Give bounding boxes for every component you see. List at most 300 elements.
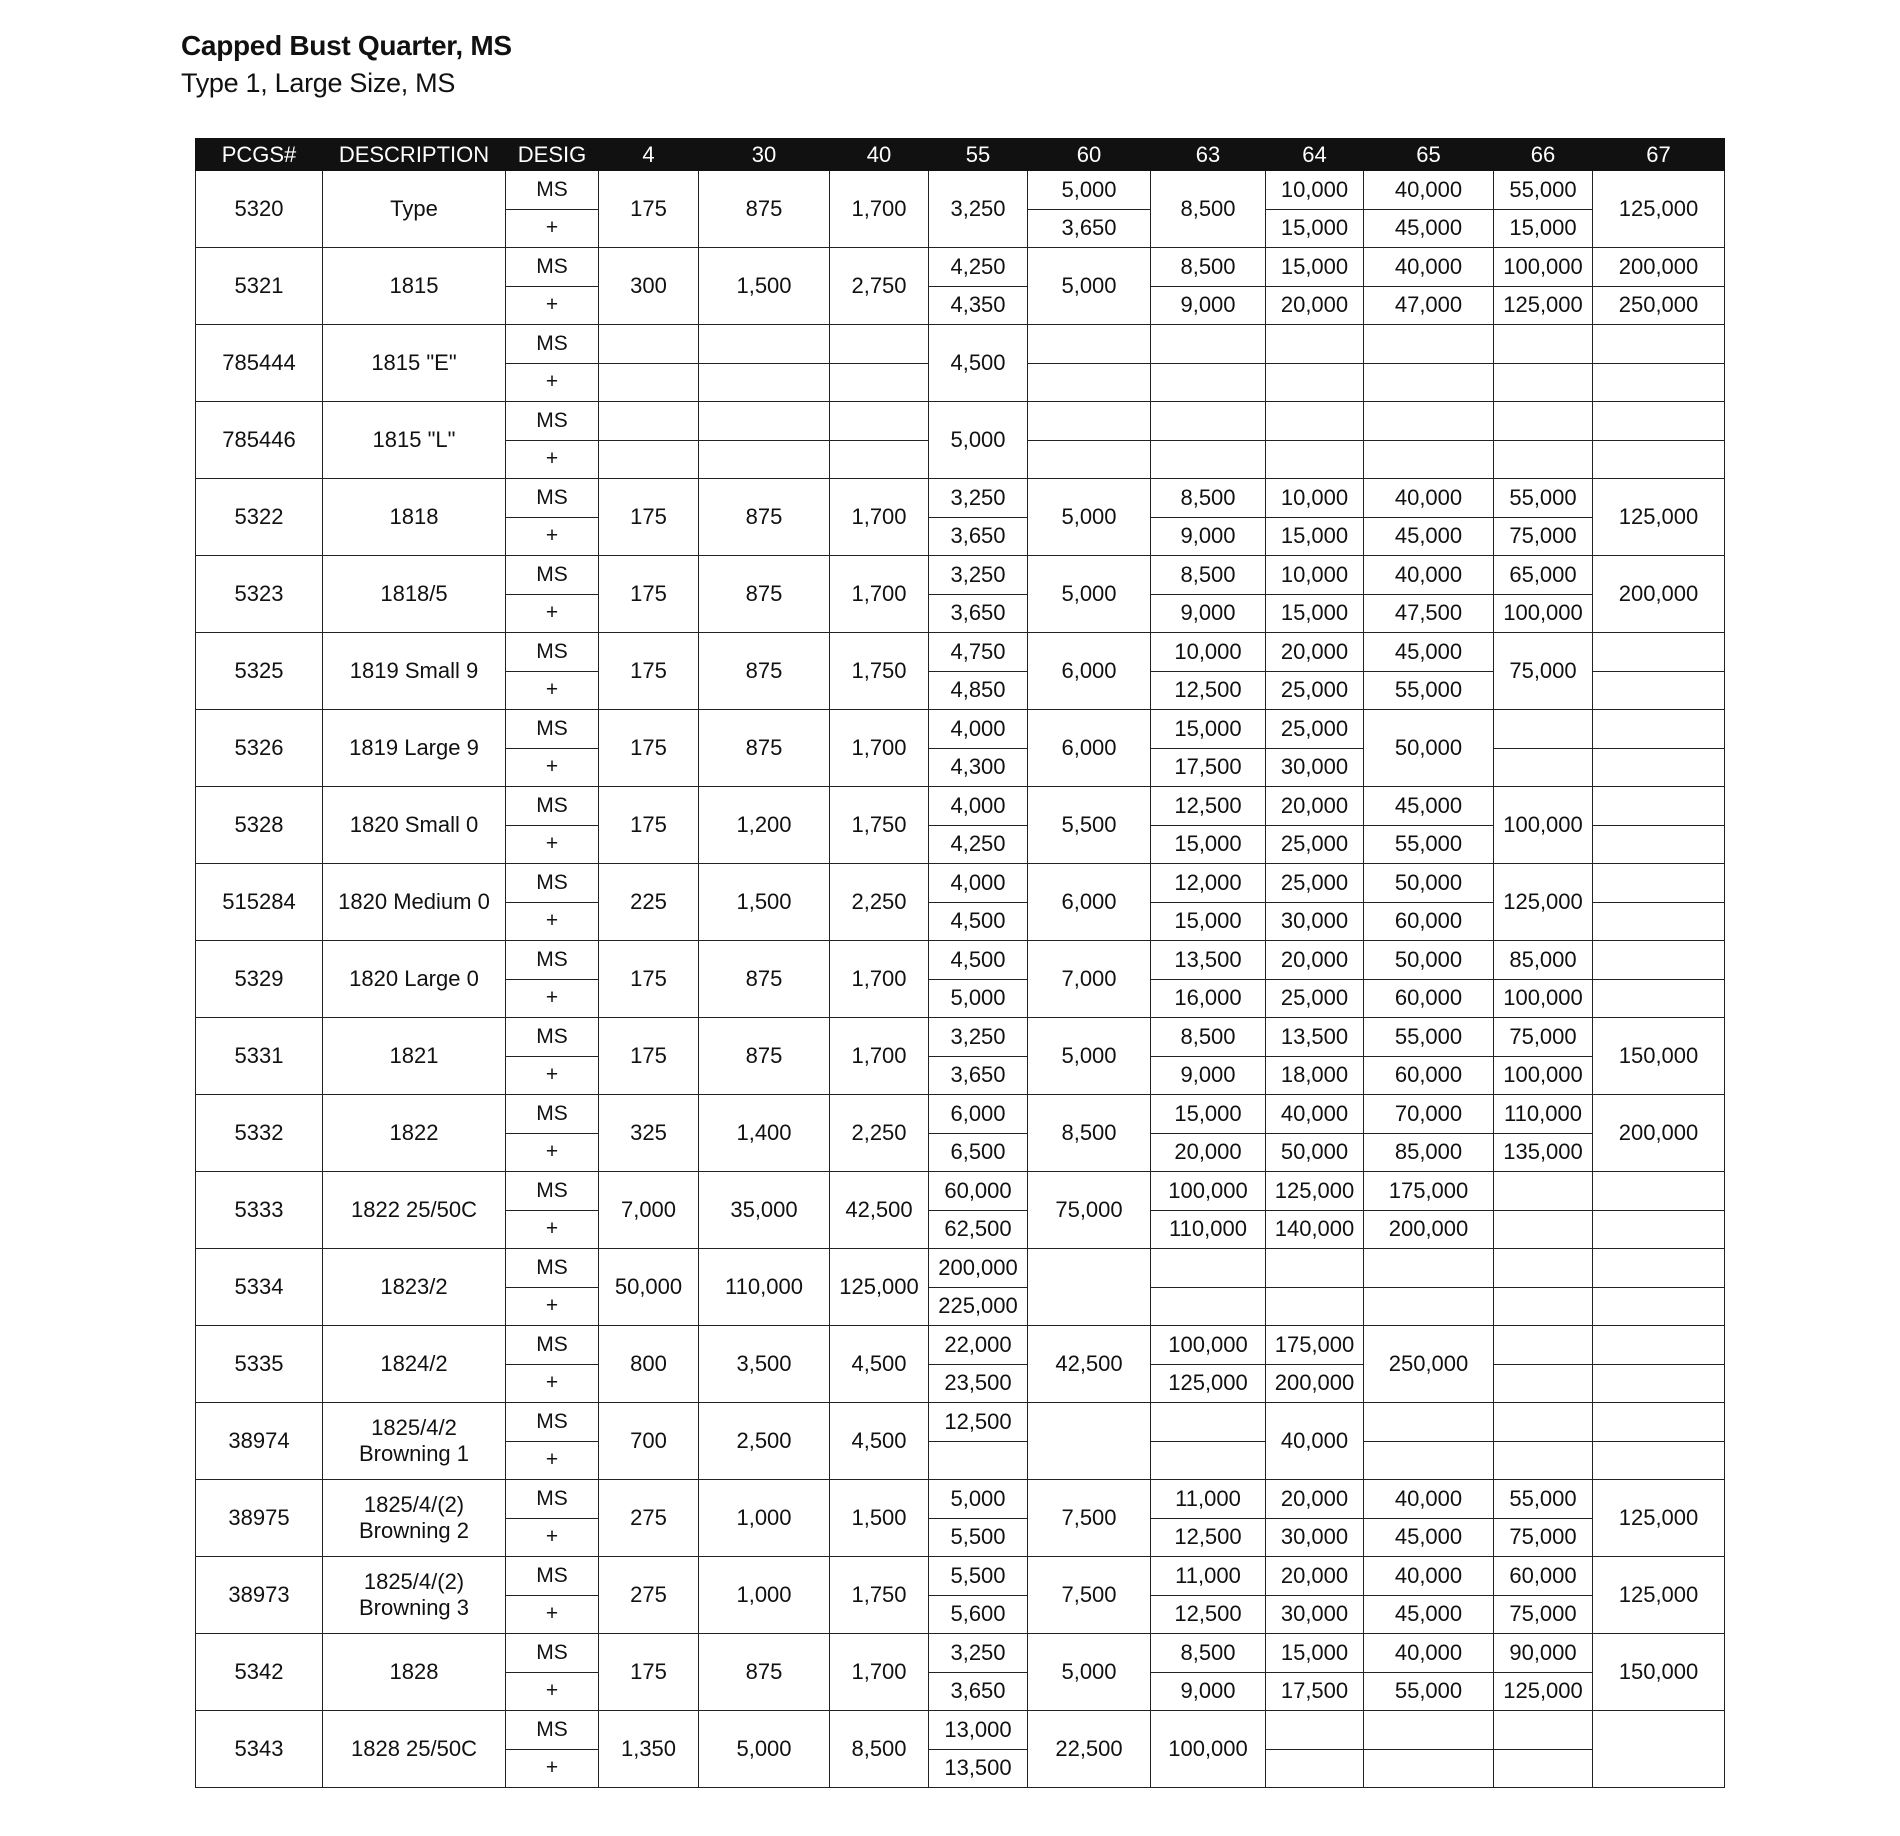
price-cell-ms: 3,250 — [929, 479, 1028, 518]
price-cell-ms — [699, 402, 830, 441]
price-cell-ms — [1494, 1249, 1593, 1288]
price-cell-plus — [1028, 363, 1151, 402]
price-cell-plus: 15,000 — [1151, 825, 1266, 864]
price-table — [195, 138, 1725, 1788]
price-cell: 1,500 — [699, 864, 830, 941]
price-cell-plus: 50,000 — [1266, 1133, 1364, 1172]
price-cell: 700 — [599, 1403, 699, 1480]
header-cell: 60 — [1028, 139, 1151, 171]
desig-ms-cell: MS — [506, 864, 599, 903]
price-cell-ms: 175,000 — [1364, 1172, 1494, 1211]
pcgs-number-cell: 5326 — [196, 710, 323, 787]
price-cell: 875 — [699, 710, 830, 787]
price-cell-plus: 110,000 — [1151, 1210, 1266, 1249]
description-cell: 1822 — [323, 1095, 506, 1172]
price-cell: 40,000 — [1266, 1403, 1364, 1480]
price-cell-plus — [1266, 363, 1364, 402]
desig-plus-cell: + — [506, 1056, 599, 1095]
price-cell-ms: 10,000 — [1266, 479, 1364, 518]
description-cell: 1822 25/50C — [323, 1172, 506, 1249]
price-cell-plus — [1494, 363, 1593, 402]
header-cell: 63 — [1151, 139, 1266, 171]
price-cell-plus: 75,000 — [1494, 1595, 1593, 1634]
pcgs-number-cell: 5335 — [196, 1326, 323, 1403]
description-cell: 1825/4/2 Browning 1 — [323, 1403, 506, 1480]
price-cell-plus: 12,500 — [1151, 1595, 1266, 1634]
desig-plus-cell: + — [506, 902, 599, 941]
price-cell-ms — [1593, 1403, 1725, 1442]
table-row-ms — [196, 1249, 1725, 1288]
price-cell-plus: 225,000 — [929, 1287, 1028, 1326]
price-cell-ms: 8,500 — [1151, 1018, 1266, 1057]
price-cell-ms — [1028, 325, 1151, 364]
price-cell-plus: 60,000 — [1364, 1056, 1494, 1095]
description-cell: 1820 Large 0 — [323, 941, 506, 1018]
price-cell: 800 — [599, 1326, 699, 1403]
desig-ms-cell: MS — [506, 1403, 599, 1442]
price-cell: 7,500 — [1028, 1480, 1151, 1557]
price-cell-plus — [1593, 671, 1725, 710]
price-cell-plus: 4,850 — [929, 671, 1028, 710]
header-cell: DESIG — [506, 139, 599, 171]
description-cell: 1819 Large 9 — [323, 710, 506, 787]
price-cell-plus: 12,500 — [1151, 1518, 1266, 1557]
table-row-ms — [196, 941, 1725, 980]
price-cell: 125,000 — [1593, 479, 1725, 556]
price-cell-ms — [1593, 864, 1725, 903]
price-cell-plus: 4,500 — [929, 902, 1028, 941]
price-cell-plus: 6,500 — [929, 1133, 1028, 1172]
description-cell: 1815 — [323, 248, 506, 325]
price-cell-plus — [1364, 440, 1494, 479]
table-row-ms — [196, 1634, 1725, 1673]
price-cell: 1,750 — [830, 1557, 929, 1634]
price-cell-ms: 60,000 — [1494, 1557, 1593, 1596]
price-cell: 8,500 — [830, 1711, 929, 1788]
price-cell-plus: 85,000 — [1364, 1133, 1494, 1172]
price-cell-ms: 4,000 — [929, 864, 1028, 903]
price-cell-plus: 200,000 — [1266, 1364, 1364, 1403]
price-cell-ms: 12,500 — [1151, 787, 1266, 826]
price-cell-ms: 8,500 — [1151, 1634, 1266, 1673]
price-cell-ms: 20,000 — [1266, 941, 1364, 980]
price-cell: 4,500 — [830, 1403, 929, 1480]
price-cell: 325 — [599, 1095, 699, 1172]
price-cell-plus: 135,000 — [1494, 1133, 1593, 1172]
price-cell-ms: 13,500 — [1151, 941, 1266, 980]
price-cell: 1,700 — [830, 710, 929, 787]
price-cell-ms: 10,000 — [1266, 556, 1364, 595]
price-cell: 22,500 — [1028, 1711, 1151, 1788]
table-row-ms — [196, 1095, 1725, 1134]
price-cell-ms — [1364, 325, 1494, 364]
price-cell: 1,350 — [599, 1711, 699, 1788]
price-cell-ms — [1593, 1249, 1725, 1288]
price-cell-ms: 45,000 — [1364, 787, 1494, 826]
price-cell-ms: 4,000 — [929, 710, 1028, 749]
price-cell-ms — [1364, 1403, 1494, 1442]
description-cell: 1821 — [323, 1018, 506, 1095]
price-cell-ms — [830, 325, 929, 364]
pcgs-number-cell: 785444 — [196, 325, 323, 402]
price-cell-ms: 4,500 — [929, 941, 1028, 980]
desig-ms-cell: MS — [506, 325, 599, 364]
price-cell-ms — [1593, 325, 1725, 364]
price-cell: 5,000 — [1028, 1018, 1151, 1095]
price-cell-plus — [1266, 440, 1364, 479]
desig-plus-cell: + — [506, 825, 599, 864]
price-cell: 875 — [699, 556, 830, 633]
price-cell-ms: 55,000 — [1494, 1480, 1593, 1519]
desig-ms-cell: MS — [506, 1480, 599, 1519]
price-cell-plus: 75,000 — [1494, 517, 1593, 556]
desig-ms-cell: MS — [506, 556, 599, 595]
price-cell-plus: 125,000 — [1151, 1364, 1266, 1403]
table-row-ms — [196, 556, 1725, 595]
desig-plus-cell: + — [506, 440, 599, 479]
desig-ms-cell: MS — [506, 633, 599, 672]
price-cell: 175 — [599, 1634, 699, 1711]
price-cell-ms: 75,000 — [1494, 1018, 1593, 1057]
price-cell-ms: 11,000 — [1151, 1557, 1266, 1596]
price-cell-ms: 100,000 — [1151, 1326, 1266, 1365]
price-cell: 7,000 — [1028, 941, 1151, 1018]
price-cell: 150,000 — [1593, 1634, 1725, 1711]
price-cell-plus: 17,500 — [1151, 748, 1266, 787]
desig-ms-cell: MS — [506, 1634, 599, 1673]
price-cell-plus — [1593, 1441, 1725, 1480]
price-cell-plus: 13,500 — [929, 1749, 1028, 1788]
price-cell-plus — [1151, 363, 1266, 402]
price-cell-ms: 20,000 — [1266, 1557, 1364, 1596]
table-row-ms — [196, 248, 1725, 287]
price-cell-ms: 40,000 — [1364, 1480, 1494, 1519]
price-cell-ms — [1593, 787, 1725, 826]
table-row-ms — [196, 1403, 1725, 1442]
price-cell-ms: 40,000 — [1364, 1634, 1494, 1673]
header-cell: 65 — [1364, 139, 1494, 171]
price-cell-plus — [699, 440, 830, 479]
price-cell-plus — [599, 363, 699, 402]
price-cell-plus: 55,000 — [1364, 671, 1494, 710]
pcgs-number-cell: 38973 — [196, 1557, 323, 1634]
price-cell-ms: 40,000 — [1364, 556, 1494, 595]
desig-ms-cell: MS — [506, 1711, 599, 1750]
price-cell-plus: 12,500 — [1151, 671, 1266, 710]
price-cell-plus: 23,500 — [929, 1364, 1028, 1403]
price-cell-ms: 8,500 — [1151, 556, 1266, 595]
price-cell — [1028, 1249, 1151, 1326]
desig-ms-cell: MS — [506, 479, 599, 518]
price-cell-ms: 12,500 — [929, 1403, 1028, 1442]
price-cell: 2,250 — [830, 1095, 929, 1172]
price-cell-ms: 4,750 — [929, 633, 1028, 672]
price-cell-ms: 100,000 — [1151, 1172, 1266, 1211]
price-cell: 2,250 — [830, 864, 929, 941]
price-cell-ms: 4,250 — [929, 248, 1028, 287]
pcgs-number-cell: 5321 — [196, 248, 323, 325]
price-cell-ms — [830, 402, 929, 441]
desig-plus-cell: + — [506, 363, 599, 402]
header-cell: 30 — [699, 139, 830, 171]
price-cell-ms — [1266, 1249, 1364, 1288]
pcgs-number-cell: 5333 — [196, 1172, 323, 1249]
price-cell-plus: 5,500 — [929, 1518, 1028, 1557]
price-cell-ms — [1593, 941, 1725, 980]
description-cell: 1815 "L" — [323, 402, 506, 479]
price-cell-ms: 15,000 — [1151, 710, 1266, 749]
price-cell-plus — [1364, 1287, 1494, 1326]
price-cell-plus: 125,000 — [1494, 286, 1593, 325]
price-cell-plus: 3,650 — [1028, 209, 1151, 248]
description-cell: 1828 — [323, 1634, 506, 1711]
price-cell-ms — [1593, 1172, 1725, 1211]
price-cell-ms: 50,000 — [1364, 941, 1494, 980]
price-cell — [1593, 1711, 1725, 1788]
price-cell-ms — [1151, 402, 1266, 441]
price-cell: 5,000 — [699, 1711, 830, 1788]
price-cell-plus: 55,000 — [1364, 825, 1494, 864]
price-cell-ms — [1593, 633, 1725, 672]
price-cell: 75,000 — [1028, 1172, 1151, 1249]
price-cell: 175 — [599, 787, 699, 864]
table-row-ms — [196, 171, 1725, 210]
price-cell-plus: 25,000 — [1266, 979, 1364, 1018]
price-cell-plus — [1151, 440, 1266, 479]
price-cell-plus — [1266, 1287, 1364, 1326]
pcgs-number-cell: 5331 — [196, 1018, 323, 1095]
price-cell-plus: 200,000 — [1364, 1210, 1494, 1249]
price-cell-plus — [1593, 902, 1725, 941]
price-cell: 875 — [699, 1018, 830, 1095]
price-cell: 7,500 — [1028, 1557, 1151, 1634]
price-cell: 100,000 — [1151, 1711, 1266, 1788]
price-cell-ms — [1494, 710, 1593, 749]
desig-plus-cell: + — [506, 748, 599, 787]
desig-plus-cell: + — [506, 594, 599, 633]
price-cell-ms: 5,000 — [929, 1480, 1028, 1519]
price-cell-ms — [1151, 1249, 1266, 1288]
price-cell-plus — [1593, 979, 1725, 1018]
price-cell-ms: 15,000 — [1151, 1095, 1266, 1134]
table-row-ms — [196, 710, 1725, 749]
price-cell-ms: 40,000 — [1364, 479, 1494, 518]
price-cell-plus: 75,000 — [1494, 1518, 1593, 1557]
price-cell-ms: 70,000 — [1364, 1095, 1494, 1134]
pcgs-number-cell: 785446 — [196, 402, 323, 479]
pcgs-number-cell: 5342 — [196, 1634, 323, 1711]
price-cell: 75,000 — [1494, 633, 1593, 710]
price-cell-plus: 20,000 — [1266, 286, 1364, 325]
price-cell: 6,000 — [1028, 633, 1151, 710]
price-cell-plus — [1494, 748, 1593, 787]
price-cell-plus: 25,000 — [1266, 825, 1364, 864]
description-cell: 1818/5 — [323, 556, 506, 633]
pcgs-number-cell: 5323 — [196, 556, 323, 633]
desig-plus-cell: + — [506, 1210, 599, 1249]
desig-plus-cell: + — [506, 671, 599, 710]
price-cell-ms: 45,000 — [1364, 633, 1494, 672]
price-cell-plus: 125,000 — [1494, 1672, 1593, 1711]
desig-plus-cell: + — [506, 979, 599, 1018]
price-cell: 100,000 — [1494, 787, 1593, 864]
price-cell-plus: 15,000 — [1266, 209, 1364, 248]
table-row-ms — [196, 479, 1725, 518]
price-cell-plus: 140,000 — [1266, 1210, 1364, 1249]
price-cell-plus: 18,000 — [1266, 1056, 1364, 1095]
price-cell-ms: 5,000 — [1028, 171, 1151, 210]
price-cell-ms: 8,500 — [1151, 248, 1266, 287]
table-row-ms — [196, 325, 1725, 364]
price-cell: 6,000 — [1028, 864, 1151, 941]
pcgs-number-cell: 38974 — [196, 1403, 323, 1480]
price-cell-plus: 30,000 — [1266, 1518, 1364, 1557]
price-cell-ms: 100,000 — [1494, 248, 1593, 287]
price-cell-plus — [1593, 748, 1725, 787]
price-cell: 5,000 — [1028, 556, 1151, 633]
price-cell: 1,700 — [830, 479, 929, 556]
price-cell: 175 — [599, 710, 699, 787]
pcgs-number-cell: 5322 — [196, 479, 323, 556]
price-cell-plus — [1593, 1364, 1725, 1403]
table-row-ms — [196, 787, 1725, 826]
price-cell-plus — [1494, 1210, 1593, 1249]
price-cell: 8,500 — [1028, 1095, 1151, 1172]
price-cell: 875 — [699, 1634, 830, 1711]
price-cell-plus: 47,000 — [1364, 286, 1494, 325]
price-cell-plus: 100,000 — [1494, 594, 1593, 633]
desig-ms-cell: MS — [506, 1172, 599, 1211]
desig-plus-cell: + — [506, 1364, 599, 1403]
desig-plus-cell: + — [506, 1595, 599, 1634]
price-cell: 1,000 — [699, 1557, 830, 1634]
price-cell-plus: 5,000 — [929, 979, 1028, 1018]
table-row-ms — [196, 1557, 1725, 1596]
table-row-ms — [196, 1018, 1725, 1057]
table-row-ms — [196, 1480, 1725, 1519]
price-cell-ms — [1494, 1326, 1593, 1365]
price-cell-ms — [1593, 710, 1725, 749]
pcgs-number-cell: 5334 — [196, 1249, 323, 1326]
price-cell-plus: 25,000 — [1266, 671, 1364, 710]
price-cell: 200,000 — [1593, 556, 1725, 633]
price-cell-ms: 11,000 — [1151, 1480, 1266, 1519]
price-cell: 175 — [599, 633, 699, 710]
price-cell-ms — [1494, 1403, 1593, 1442]
price-cell: 42,500 — [1028, 1326, 1151, 1403]
desig-ms-cell: MS — [506, 1249, 599, 1288]
price-cell-plus: 100,000 — [1494, 979, 1593, 1018]
header-cell: 67 — [1593, 139, 1725, 171]
price-cell: 8,500 — [1151, 171, 1266, 248]
price-cell-ms: 6,000 — [929, 1095, 1028, 1134]
price-cell: 7,000 — [599, 1172, 699, 1249]
page-title: Capped Bust Quarter, MS — [181, 30, 512, 61]
header-cell: DESCRIPTION — [323, 139, 506, 171]
price-cell-plus — [929, 1441, 1028, 1480]
price-cell-ms — [1593, 1326, 1725, 1365]
description-cell: 1828 25/50C — [323, 1711, 506, 1788]
desig-plus-cell: + — [506, 209, 599, 248]
price-cell-ms — [699, 325, 830, 364]
price-cell: 875 — [699, 633, 830, 710]
price-cell-plus — [1593, 363, 1725, 402]
header-cell: 4 — [599, 139, 699, 171]
price-cell: 200,000 — [1593, 1095, 1725, 1172]
price-cell: 275 — [599, 1557, 699, 1634]
price-cell: 35,000 — [699, 1172, 830, 1249]
table-row-ms — [196, 1172, 1725, 1211]
price-cell-ms: 50,000 — [1364, 864, 1494, 903]
price-cell-ms: 13,000 — [929, 1711, 1028, 1750]
price-cell: 150,000 — [1593, 1018, 1725, 1095]
desig-plus-cell: + — [506, 1749, 599, 1788]
price-cell: 5,000 — [1028, 479, 1151, 556]
price-cell-ms — [1364, 1711, 1494, 1750]
price-cell-ms: 5,500 — [929, 1557, 1028, 1596]
price-cell-ms: 15,000 — [1266, 248, 1364, 287]
price-cell: 4,500 — [830, 1326, 929, 1403]
price-cell-plus: 3,650 — [929, 517, 1028, 556]
price-cell-plus: 45,000 — [1364, 209, 1494, 248]
price-cell-plus: 30,000 — [1266, 748, 1364, 787]
price-cell: 1,700 — [830, 1018, 929, 1095]
price-cell-ms: 20,000 — [1266, 1480, 1364, 1519]
price-cell-plus: 100,000 — [1494, 1056, 1593, 1095]
desig-ms-cell: MS — [506, 1095, 599, 1134]
price-cell: 1,700 — [830, 1634, 929, 1711]
price-cell-plus — [1593, 1287, 1725, 1326]
price-cell-plus: 17,500 — [1266, 1672, 1364, 1711]
price-cell-plus: 45,000 — [1364, 1518, 1494, 1557]
pcgs-number-cell: 5329 — [196, 941, 323, 1018]
price-cell-ms: 20,000 — [1266, 633, 1364, 672]
price-cell-ms — [1151, 1403, 1266, 1442]
table-row-ms — [196, 1711, 1725, 1750]
price-cell-ms: 85,000 — [1494, 941, 1593, 980]
desig-plus-cell: + — [506, 1133, 599, 1172]
price-cell-plus — [1364, 1749, 1494, 1788]
price-cell-ms: 3,250 — [929, 1634, 1028, 1673]
pcgs-number-cell: 38975 — [196, 1480, 323, 1557]
price-cell: 5,500 — [1028, 787, 1151, 864]
description-cell: Type — [323, 171, 506, 248]
price-cell-plus — [699, 363, 830, 402]
price-cell-plus — [1494, 440, 1593, 479]
price-cell-plus: 20,000 — [1151, 1133, 1266, 1172]
price-cell: 5,000 — [1028, 248, 1151, 325]
price-cell: 1,750 — [830, 633, 929, 710]
price-cell-plus — [830, 363, 929, 402]
price-cell-plus — [1364, 363, 1494, 402]
price-cell: 1,700 — [830, 171, 929, 248]
price-cell-ms: 3,250 — [929, 556, 1028, 595]
description-cell: 1819 Small 9 — [323, 633, 506, 710]
desig-plus-cell: + — [506, 1441, 599, 1480]
price-cell: 1,000 — [699, 1480, 830, 1557]
price-cell-plus: 15,000 — [1266, 594, 1364, 633]
price-cell: 175 — [599, 479, 699, 556]
price-cell: 3,250 — [929, 171, 1028, 248]
price-cell-ms — [1494, 402, 1593, 441]
desig-ms-cell: MS — [506, 1326, 599, 1365]
price-cell: 300 — [599, 248, 699, 325]
header-cell: PCGS# — [196, 139, 323, 171]
price-cell-plus: 4,300 — [929, 748, 1028, 787]
description-cell: 1825/4/(2) Browning 3 — [323, 1557, 506, 1634]
price-cell: 2,750 — [830, 248, 929, 325]
price-cell-ms: 10,000 — [1266, 171, 1364, 210]
